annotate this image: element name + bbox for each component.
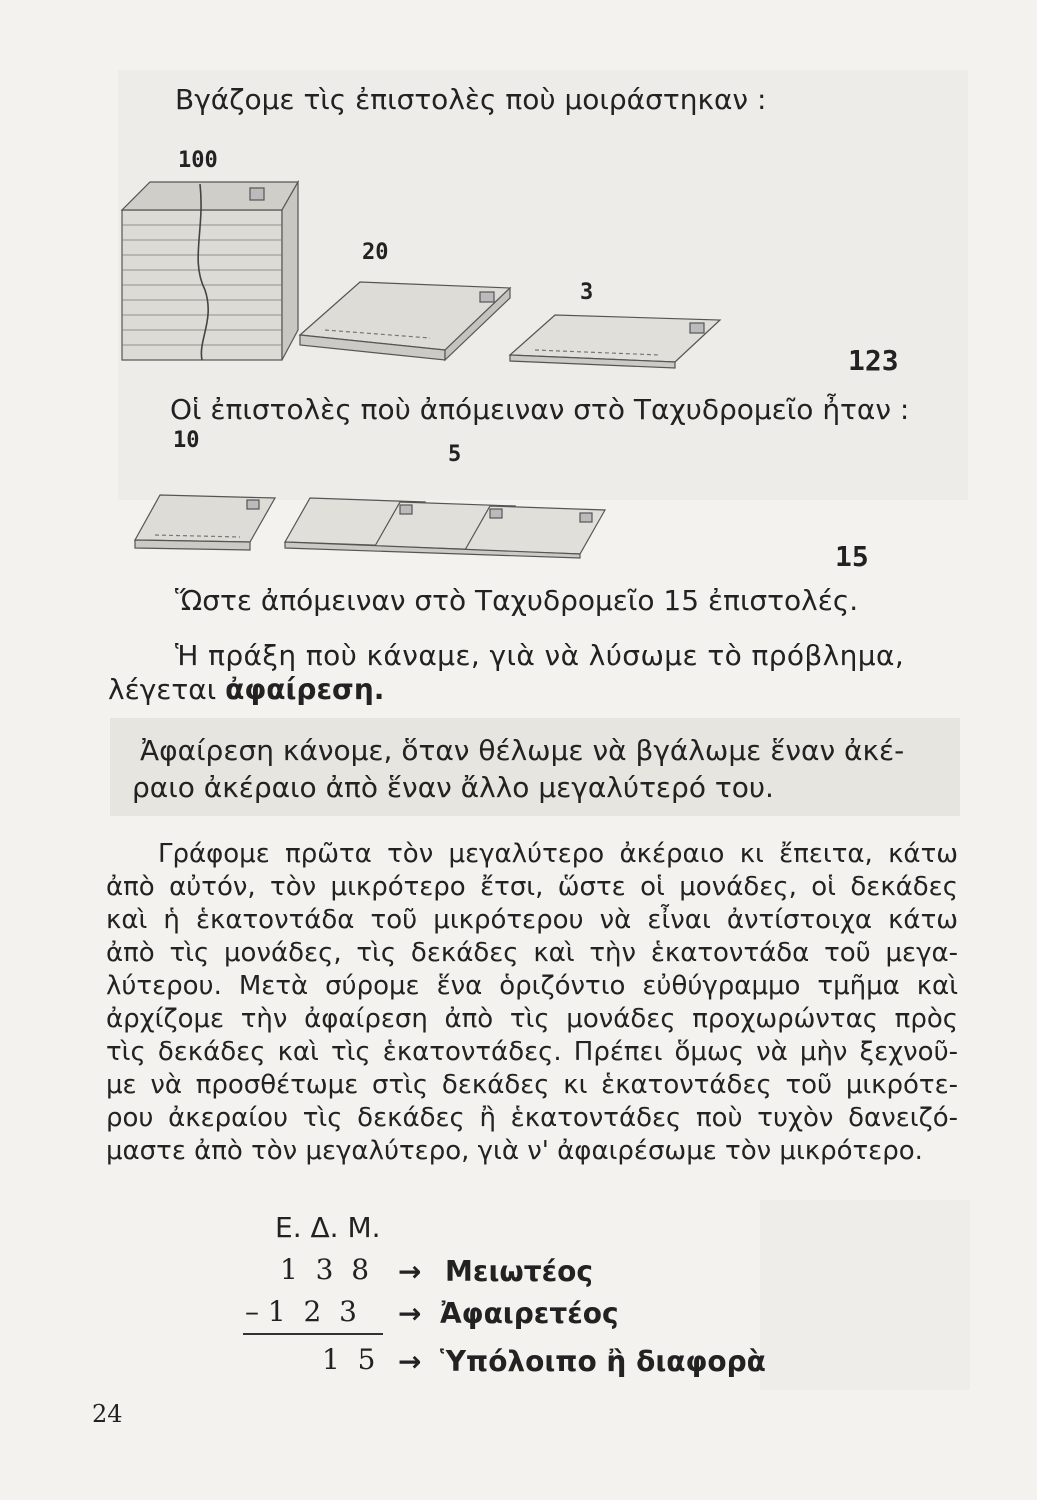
subtrahend-digits: – 1 2 3: [245, 1295, 357, 1328]
minuend-label: Μειωτέος: [445, 1255, 593, 1288]
method-line: ἀπὸ τὶς μονάδες, τὶς δεκάδες καὶ τὴν ἑκατοντάδα τοῦ μεγα-: [106, 938, 958, 968]
operation-sentence-line2: [108, 672, 384, 708]
method-line: ἀπὸ αὐτόν, τὸν μικρότερο ἔτσι, ὥστε οἱ μονάδες, οἱ δεκάδες: [106, 872, 958, 902]
definition-line1: Ἀφαίρεση κάνομε, ὅταν θέλωμε νὰ βγάλωμε ἕναν ἀκέ-: [140, 734, 905, 767]
count-3: 3: [580, 280, 594, 305]
count-20: 20: [362, 240, 389, 265]
minuend-digits: 1 3 8: [280, 1253, 370, 1286]
difference-digits: 1 5: [322, 1343, 376, 1376]
conclusion-sentence: Ὥστε ἀπόμειναν στὸ Ταχυδρομεῖο 15 ἐπιστολές.: [175, 584, 859, 617]
term-subtraction: ἀφαίρεση.: [225, 673, 385, 706]
method-paragraph: [106, 838, 958, 1168]
intro-sentence: Βγάζομε τὶς ἐπιστολὲς ποὺ μοιράστηκαν :: [175, 83, 767, 116]
place-value-header: Ε. Δ. Μ.: [275, 1211, 381, 1244]
count-10: 10: [173, 428, 200, 453]
method-line: τὶς δεκάδες καὶ τὶς ἑκατοντάδες. Πρέπει ὅμως νὰ μὴν ξεχνοῦ-: [106, 1037, 958, 1067]
stack-of-10-letters-icon: [135, 495, 275, 550]
method-line: λύτερου. Μετὰ σύρομε ἕνα ὁριζόντιο εὐθύγραμμο τμῆμα καὶ: [106, 971, 958, 1001]
method-line: καὶ ἡ ἑκατοντάδα τοῦ μικρότερου νὰ εἶναι ἀντίστοιχα κάτω: [106, 905, 958, 935]
method-line: ρου ἀκεραίου τὶς δεκάδες ἢ ἑκατοντάδες ποὺ τυχὸν δανειζό-: [106, 1103, 958, 1133]
method-line: με νὰ προσθέτωμε στὶς δεκάδες κι ἑκατοντάδες τοῦ μικρότε-: [106, 1070, 958, 1100]
three-letters-icon: [510, 315, 720, 368]
remaining-letters-illustration: [125, 480, 665, 560]
operation-sentence-text: λέγεται: [108, 673, 226, 706]
page-number: 24: [92, 1400, 123, 1428]
method-line: Γράφομε πρῶτα τὸν μεγαλύτερο ἀκέραιο κι ἔπειτα, κάτω: [158, 839, 958, 869]
method-line: μαστε ἀπὸ τὸν μεγαλύτερο, γιὰ ν' ἀφαιρέσωμε τὸν μικρότερο.: [106, 1136, 923, 1166]
five-letters-icon: [285, 498, 605, 558]
subtrahend-label: Ἀφαιρετέος: [440, 1297, 619, 1330]
arrow-icon: →: [398, 1297, 422, 1330]
bleed-through-region: [760, 1200, 970, 1390]
stack-of-20-letters-icon: [300, 282, 510, 360]
arrow-icon: →: [398, 1345, 422, 1378]
total-123: 123: [848, 344, 899, 377]
definition-line2: ραιο ἀκέραιο ἀπὸ ἕναν ἄλλο μεγαλύτερό του.: [132, 771, 774, 804]
stack-of-100-letters-icon: [122, 182, 298, 360]
total-15: 15: [835, 540, 869, 573]
letter-stacks-illustration: [110, 170, 750, 370]
count-5: 5: [448, 442, 462, 467]
difference-label: Ὑπόλοιπο ἢ διαφορὰ: [440, 1345, 766, 1378]
count-100: 100: [178, 148, 218, 173]
remaining-sentence: Οἱ ἐπιστολὲς ποὺ ἀπόμειναν στὸ Ταχυδρομεῖο ἦταν :: [170, 393, 910, 426]
method-line: ἀρχίζομε τὴν ἀφαίρεση ἀπὸ τὶς μονάδες προχωρώντας πρὸς: [106, 1004, 958, 1034]
operation-sentence-line1: Ἡ πράξη ποὺ κάναμε, γιὰ νὰ λύσωμε τὸ πρόβλημα,: [175, 639, 905, 672]
arrow-icon: →: [398, 1255, 422, 1288]
subtraction-rule-line: [243, 1333, 383, 1335]
